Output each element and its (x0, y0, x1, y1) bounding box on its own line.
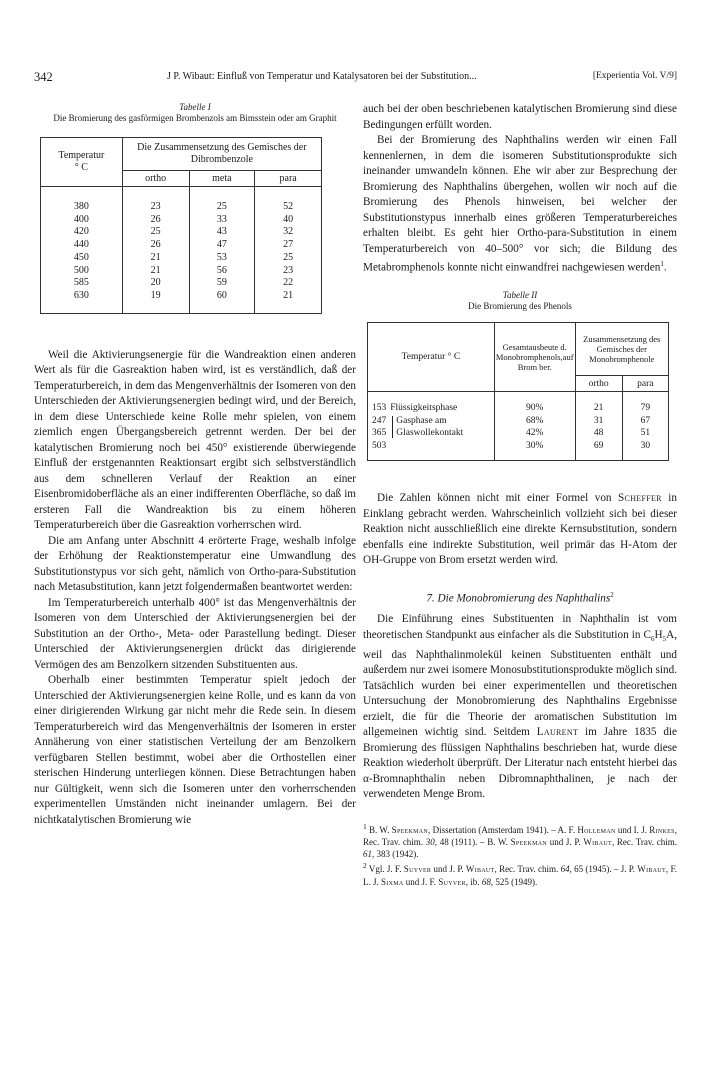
volume-number: 64 (560, 864, 570, 875)
footnote-ref: 1 (660, 260, 664, 268)
table1-para-header: para (255, 171, 322, 187)
footnote-text: B. W. (366, 824, 392, 835)
table2-phase-gas-group (390, 415, 463, 440)
author-name: Speekman (391, 824, 429, 835)
paragraph-text: Bei der Bromierung des Naphthalins werden wir einen Fall kennenlernen, in dem die isomeren Substitutionsprodukte sich ineinander umwandeln können. Ehe wir aber zur Besprechung der Bromierung des Naphthalins übergehen, wollen wir noch auf die Bromierung des Phenols hinweisen, bei welcher der Substitutionstypus innerhalb eines größeren Temperaturbereiches erhalten bleibt. Es geht hier Ortho-para-Substitution in einem Temperaturbereich von 40–500° vor sich; die Bildung des Metabromphenols konnte nicht einwandfrei nachgewiesen werden (363, 134, 677, 274)
subscript: 5 (662, 635, 667, 644)
table2-temp-cell (368, 392, 495, 461)
volume-number: 61 (363, 849, 372, 860)
page-number: 342 (34, 70, 53, 84)
table2-ortho-header: ortho (575, 376, 622, 392)
section-heading (363, 591, 677, 605)
footnote-text: , 525 (1949). (490, 876, 538, 887)
paragraph: auch bei der oben beschriebenen katalytischen Bromierung sind diese Bedingungen erfüllt worden. (363, 103, 677, 131)
paragraph: Oberhalb einer bestimmten Temperatur spielt jedoch der Unterschied der Aktivierungsenergien keine Rolle, und es kann da von einer dirigierenden Wirkung gar nicht mehr die Rede sein. In diesem Temperaturbereich wird das Mengenverhältnis der Isomeren in erster Annäherung von einer statistischen Verteilung der am Benzolkern verfügbaren Stellen bestimmt, wobei aber die Orthostellen einer sterischen Hinderung unterliegen können. Diese Betrachtungen haben nur Gültigkeit, wenn sich die Isomeren unter den vorherrschenden experimentellen Umständen nicht ineinander umlagern. Bei der nichtkatalytischen Bromierung wie (34, 674, 356, 826)
paragraph (363, 612, 677, 802)
table1-meta-header: meta (189, 171, 255, 187)
paragraph-text: Die Einführung eines Substituenten in Naphthalin ist vom theoretischen Standpunkt aus einfacher als die Substitution in C (363, 613, 677, 641)
right-body-text (363, 491, 677, 802)
table1-temp-unit: ° C (74, 162, 88, 173)
footnote-ref: 2 (610, 590, 614, 599)
table2-group-header: Zusammensetzung des Gemisches der Monobromphenole (575, 323, 668, 376)
table2-ortho-values: 21 31 48 69 (575, 392, 622, 461)
author-name: Sixma (381, 876, 404, 887)
table2-phase-contact: Glaswollekontakt (396, 428, 464, 439)
footnotes (363, 821, 677, 888)
footnote-text: , 65 (1945). – J. P. (569, 864, 638, 875)
footnote-text: , Rec. Trav. chim. (363, 824, 677, 847)
footnote-text: , 48 (1911). – B. W. (434, 836, 511, 847)
running-title: J P. Wibaut: Einfluß von Temperatur und Katalysatoren bei der Substitution... (167, 71, 477, 82)
author-name: Wibaut (465, 864, 495, 875)
paragraph: Die am Anfang unter Abschnitt 4 erörterte Frage, weshalb infolge der Erhöhung der Reaktionstemperatur eine Umwandlung des Substitutionstypus vor sich geht, nämlich von Ortho-para-Substitution nach Metasubstitution, kann jetzt folgendermaßen beantwortet werden: (34, 534, 356, 594)
footnote-2 (363, 860, 677, 887)
footnote-text: , Rec. Trav. chim. (611, 836, 677, 847)
author-name: Suyver (403, 864, 432, 875)
table2-yields: 90% 68% 42% 30% (494, 392, 575, 461)
left-column (34, 102, 356, 828)
paragraph: Im Temperaturbereich unterhalb 400° ist das Mengenverhältnis der Isomeren von dem Unterschied der Aktivierungsenergien bei der Substitution an der Ortho-, Meta- oder Parastellung bedingt. Dieser Unterschied der Aktivierungsenergien drückt das dirigierende Vermögen des am Benzolkern sitzenden Substituenten aus. (34, 596, 356, 671)
table2-phase-liquid: Flüssigkeitsphase (390, 403, 458, 414)
table1-ortho-header: ortho (122, 171, 189, 187)
footnote-text: , F. L. J. (363, 864, 677, 887)
author-name: Speekman (510, 836, 548, 847)
author-name: Rinkes (649, 824, 675, 835)
table1-temp-header (41, 138, 123, 187)
paragraph-text: H (654, 628, 663, 641)
paragraph: Bei der Bromierung des Naphthalins werden wir einen Fall kennenlernen, in dem die isomeren Substitutionsprodukte sich ineinander umwandeln können. Ehe wir aber zur Besprechung der Bromierung des Naphthalins übergehen, wollen wir noch auf die Bromierung des Phenols hinweisen, bei welcher der Substitutionstypus innerhalb eines größeren Temperaturbereiches erhalten bleibt. Es geht hier Ortho-para-Substitution in einem Temperaturbereich von 40–500° vor sich; die Bildung des Metabromphenols konnte nicht einwandfrei nachgewiesen werden$^1$. (363, 134, 677, 274)
table2 (367, 322, 669, 461)
footnote-number: 1 (363, 821, 367, 831)
footnote-text: , Dissertation (Amsterdam 1941). – A. F. (428, 824, 578, 835)
table2-caption: Die Bromierung des Phenols (468, 301, 572, 312)
paragraph-text: in Einklang gebracht werden. Wahrscheinlich vollzieht sich bei dieser Reaktion nicht ausschließlich eine direkte Kernsubstitution, sondern ebenfalls eine indirekte Substitution, weil primär das H-Atom der OH-Gruppe von Brom ersetzt werden wird. (363, 492, 677, 567)
author-name: Scheffer (618, 492, 662, 505)
table1-temp-label: Temperatur (58, 150, 105, 161)
table2-yield-header: Gesamtausbeute d. Monobromphenols,auf Brom ber. (494, 323, 575, 392)
page-header (34, 70, 677, 86)
paragraph-text: Die Zahlen können nicht mit einer Formel von (377, 492, 619, 505)
paragraph (363, 491, 677, 569)
table2-para-header: para (622, 376, 668, 392)
table2-para-values: 79 67 51 30 (622, 392, 668, 461)
subscript: 6 (651, 635, 655, 644)
section-heading-text: 7. Die Monobromierung des Naphthalins (426, 592, 611, 605)
table1-label: Tabelle I (179, 102, 211, 112)
table1-para-values: 52 40 32 27 25 23 22 21 (255, 187, 322, 314)
paragraph-text: A, weil das Naphthalinmolekül keinen Substituenten enthält und außerdem nur zwei isomere Monosubstitutionsprodukte möglich sind. Tatsächlich wurden bei einer experimentellen und theoretischen Untersuchung der Monobromierung des Naphthalins Ergebnisse erzielt, die für die Theorie der aromatischen Substitution im allgemeinen wichtig sind. Seitdem (363, 628, 677, 739)
footnote-number: 2 (363, 861, 367, 871)
author-name: Laurent (536, 726, 579, 739)
table1-group-header: Die Zusammensetzung des Gemisches der Dibrombenzole (122, 138, 321, 171)
footnote-text: und J. F. (403, 876, 439, 887)
footnote-1 (363, 821, 677, 861)
table2-temps: 153 247 365 503 (372, 403, 387, 451)
brace (392, 416, 393, 438)
volume-number: 30 (425, 836, 435, 847)
paragraph: Weil die Aktivierungsenergie für die Wandreaktion einen anderen Wert als für die Gasreaktion haben wird, ist es verständlich, daß der Temperaturbereich, in dem das Mengenverhältnis der Isomeren von den Unterschieden der Aktivierungsenergien bedingt wird, und der Bereich, in dem diese Unterschiede keine Rolle mehr spielen, von einem ziemlich engen Übergangsbereich getrennt werden. Der bei der katalytischen Bromierung noch bei 450° existierende überwiegende Einfluß der erstgenannten Reaktionsart ergibt sich selbstverständlich aus dem schnelleren Verlauf der Reaktion an einer Eisenbromidoberfläche als an einer indifferenten Oberfläche, so daß im ersteren Fall die Wandreaktion bis zu einem höheren Temperaturbereich über die Gasreaktion vorherrschen wird. (34, 348, 356, 532)
author-name: Wibaut (583, 836, 612, 847)
journal-reference: [Experientia Vol. V/9] (592, 71, 677, 81)
volume-number: 68 (481, 876, 491, 887)
footnote-text: , Rec. Trav. chim. (494, 864, 561, 875)
paragraph-text: im Jahre 1835 die Bromierung des flüssigen Naphthalins beschrieben hat, wurde diese Reaktion wiederholt überprüft. Der Literatur nach entsteht hierbei das α-Bromnaphthalin neben Dibromnaphthalinen, je nach der verwendeten Menge Brom. (363, 726, 677, 801)
author-name: Wibaut (637, 864, 666, 875)
footnote-text: Vgl. J. F. (366, 864, 404, 875)
footnote-text: und J. P. (547, 836, 584, 847)
left-body-text (34, 348, 356, 829)
table1-temps: 380 400 420 440 450 500 585 630 (41, 187, 123, 314)
table1-ortho-values: 23 26 25 26 21 21 20 19 (122, 187, 189, 314)
table1 (40, 137, 322, 314)
table2-temp-header: Temperatur ° C (368, 323, 495, 392)
footnote-text: , 383 (1942). (372, 849, 419, 860)
author-name: Holleman (577, 824, 616, 835)
footnote-text: und I. J. (615, 824, 650, 835)
table1-caption: Die Bromierung des gasförmigen Brombenzols am Bimsstein oder am Graphit (53, 113, 337, 123)
table2-label: Tabelle II (502, 290, 538, 301)
footnote-text: und J. P. (431, 864, 466, 875)
footnote-text: , ib. (465, 876, 482, 887)
author-name: Suyver (438, 876, 466, 887)
right-column (363, 102, 677, 888)
table1-meta-values: 25 33 43 47 53 56 59 60 (189, 187, 255, 314)
table2-phase-gas: Gasphase am (396, 415, 447, 426)
